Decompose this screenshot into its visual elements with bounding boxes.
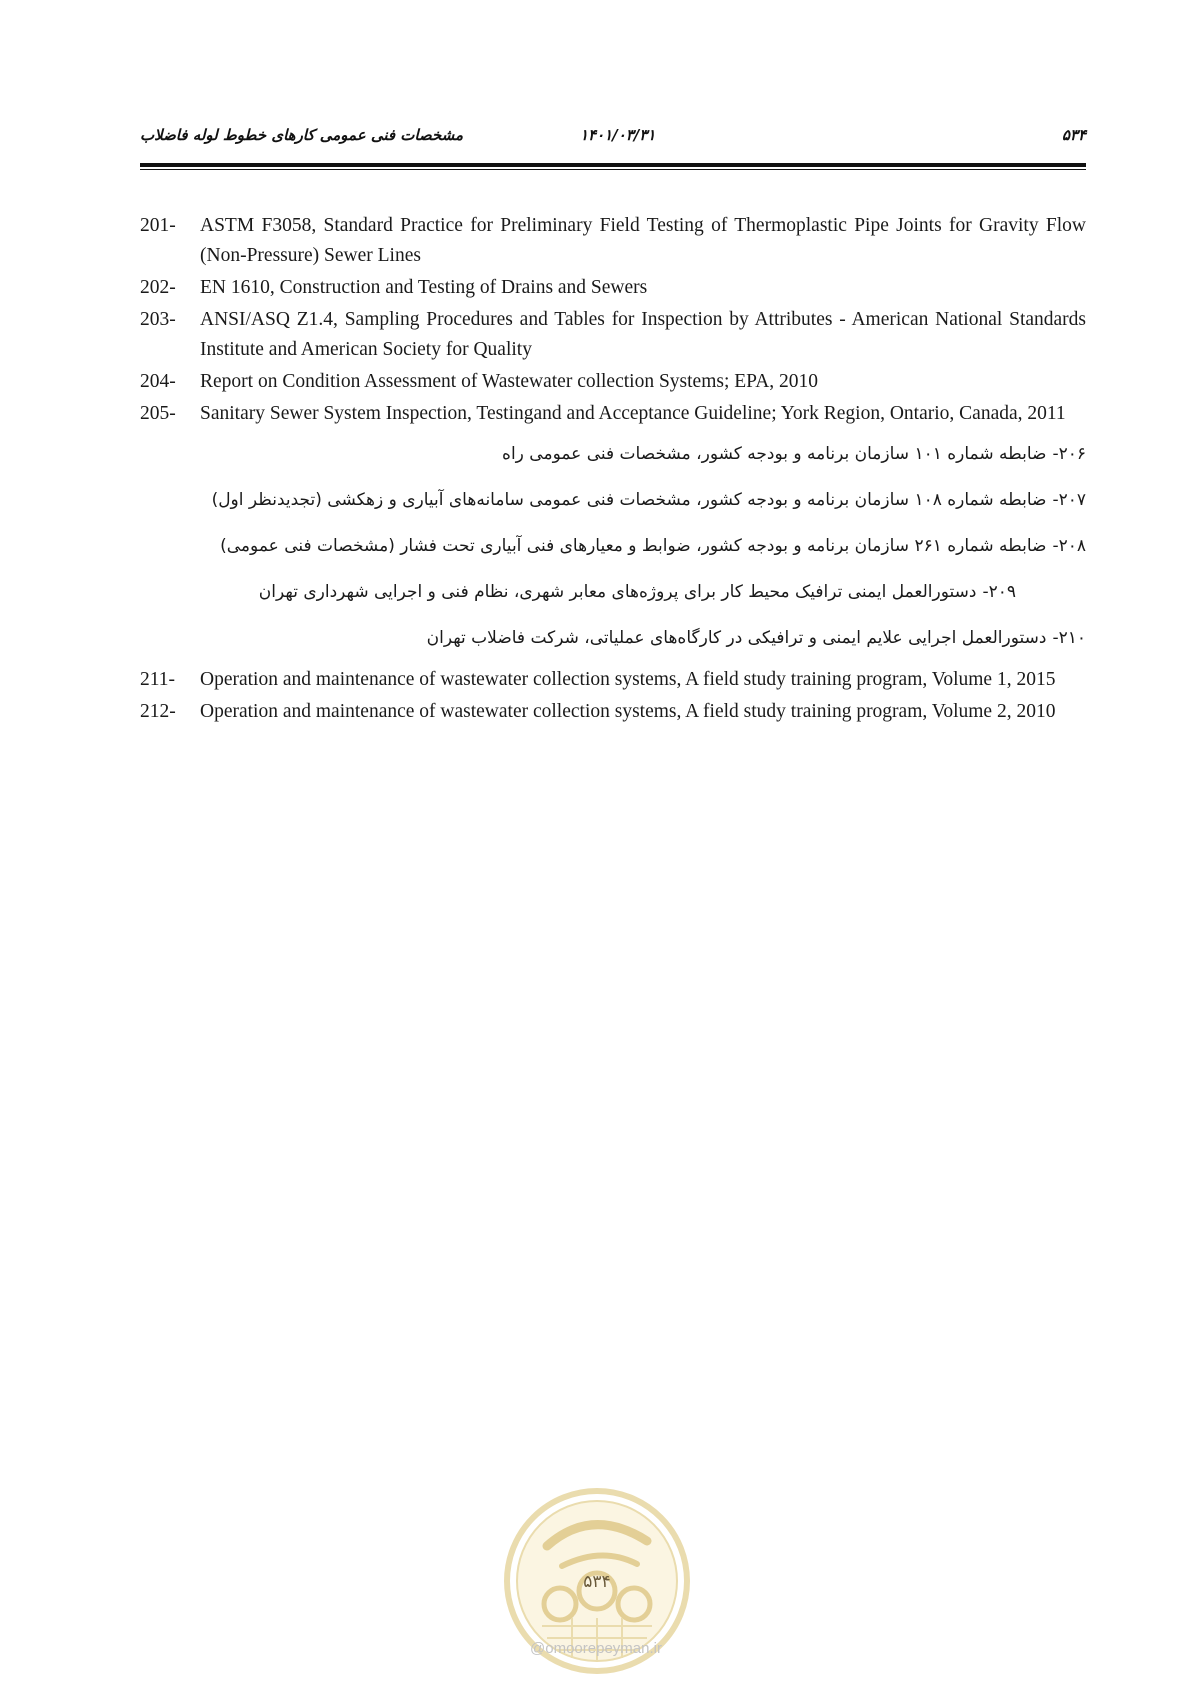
reference-item xyxy=(140,305,1086,365)
header-date: ۱۴۰۱/۰۳/۳۱ xyxy=(580,126,656,144)
reference-number: ۲۰۹- xyxy=(982,582,1016,602)
reference-number: 203- xyxy=(140,309,176,330)
header-rule-thin xyxy=(140,169,1086,170)
watermark-page-number: ۵۳۴ xyxy=(583,1572,611,1592)
reference-item-fa xyxy=(140,569,1086,615)
reference-text: Sanitary Sewer System Inspection, Testingand and Acceptance Guideline; York Region, Ontario, Canada, 2011 xyxy=(200,403,1066,424)
reference-text: ضابطه شماره ۱۰۸ سازمان برنامه و بودجه کشور، مشخصات فنی عمومی سامانه‌های آبیاری و زهکشی (تجدیدنظر اول) xyxy=(211,490,1047,510)
reference-number: 201- xyxy=(140,215,176,236)
header-rule-thick xyxy=(140,163,1086,167)
reference-text: Operation and maintenance of wastewater collection systems, A field study training program, Volume 1, 2015 xyxy=(200,669,1056,690)
reference-number: 205- xyxy=(140,403,176,424)
reference-number: 212- xyxy=(140,701,176,722)
reference-number: ۲۰۷- xyxy=(1052,490,1086,510)
reference-item xyxy=(140,211,1086,271)
header-page-number: ۵۳۴ xyxy=(1061,126,1086,144)
reference-item-fa xyxy=(140,523,1086,569)
reference-item xyxy=(140,367,1086,397)
reference-number: ۲۰۸- xyxy=(1052,536,1086,556)
reference-item xyxy=(140,665,1086,695)
reference-text: ضابطه شماره ۲۶۱ سازمان برنامه و بودجه کشور، ضوابط و معیارهای فنی آبیاری تحت فشار (مشخصات فنی عمومی) xyxy=(220,536,1047,556)
reference-item-fa xyxy=(140,477,1086,523)
reference-list xyxy=(140,211,1086,729)
reference-text: دستورالعمل ایمنی ترافیک محیط کار برای پروژه‌های معابر شهری، نظام فنی و اجرایی شهرداری تهران xyxy=(258,582,977,602)
reference-text: ضابطه شماره ۱۰۱ سازمان برنامه و بودجه کشور، مشخصات فنی عمومی راه xyxy=(502,444,1047,464)
reference-text: ASTM F3058, Standard Practice for Preliminary Field Testing of Thermoplastic Pipe Joints for Gravity Flow (Non-Pressure) Sewer Lines xyxy=(200,215,1086,266)
reference-text: Operation and maintenance of wastewater collection systems, A field study training program, Volume 2, 2010 xyxy=(200,701,1056,722)
reference-item-fa xyxy=(140,431,1086,477)
reference-text: EN 1610, Construction and Testing of Drains and Sewers xyxy=(200,277,648,298)
reference-number: ۲۱۰- xyxy=(1052,628,1086,648)
watermark-site: @omoorepeyman.ir xyxy=(530,1640,662,1657)
reference-item-fa xyxy=(140,615,1086,661)
watermark-logo xyxy=(502,1486,692,1696)
reference-item xyxy=(140,697,1086,727)
reference-number: 204- xyxy=(140,371,176,392)
reference-number: 211- xyxy=(140,669,176,690)
reference-item xyxy=(140,399,1086,429)
reference-number: ۲۰۶- xyxy=(1052,444,1086,464)
reference-text: ANSI/ASQ Z1.4, Sampling Procedures and Tables for Inspection by Attributes - American National Standards Institute and American Society for Quality xyxy=(200,309,1086,360)
header-title: مشخصات فنی عمومی کارهای خطوط لوله فاضلاب xyxy=(140,126,464,144)
reference-text: دستورالعمل اجرایی علایم ایمنی و ترافیکی در کارگاه‌های عملیاتی، شرکت فاضلاب تهران xyxy=(426,628,1047,648)
reference-number: 202- xyxy=(140,277,176,298)
reference-item xyxy=(140,273,1086,303)
reference-text: Report on Condition Assessment of Wastewater collection Systems; EPA, 2010 xyxy=(200,371,819,392)
page-header xyxy=(140,126,1086,156)
